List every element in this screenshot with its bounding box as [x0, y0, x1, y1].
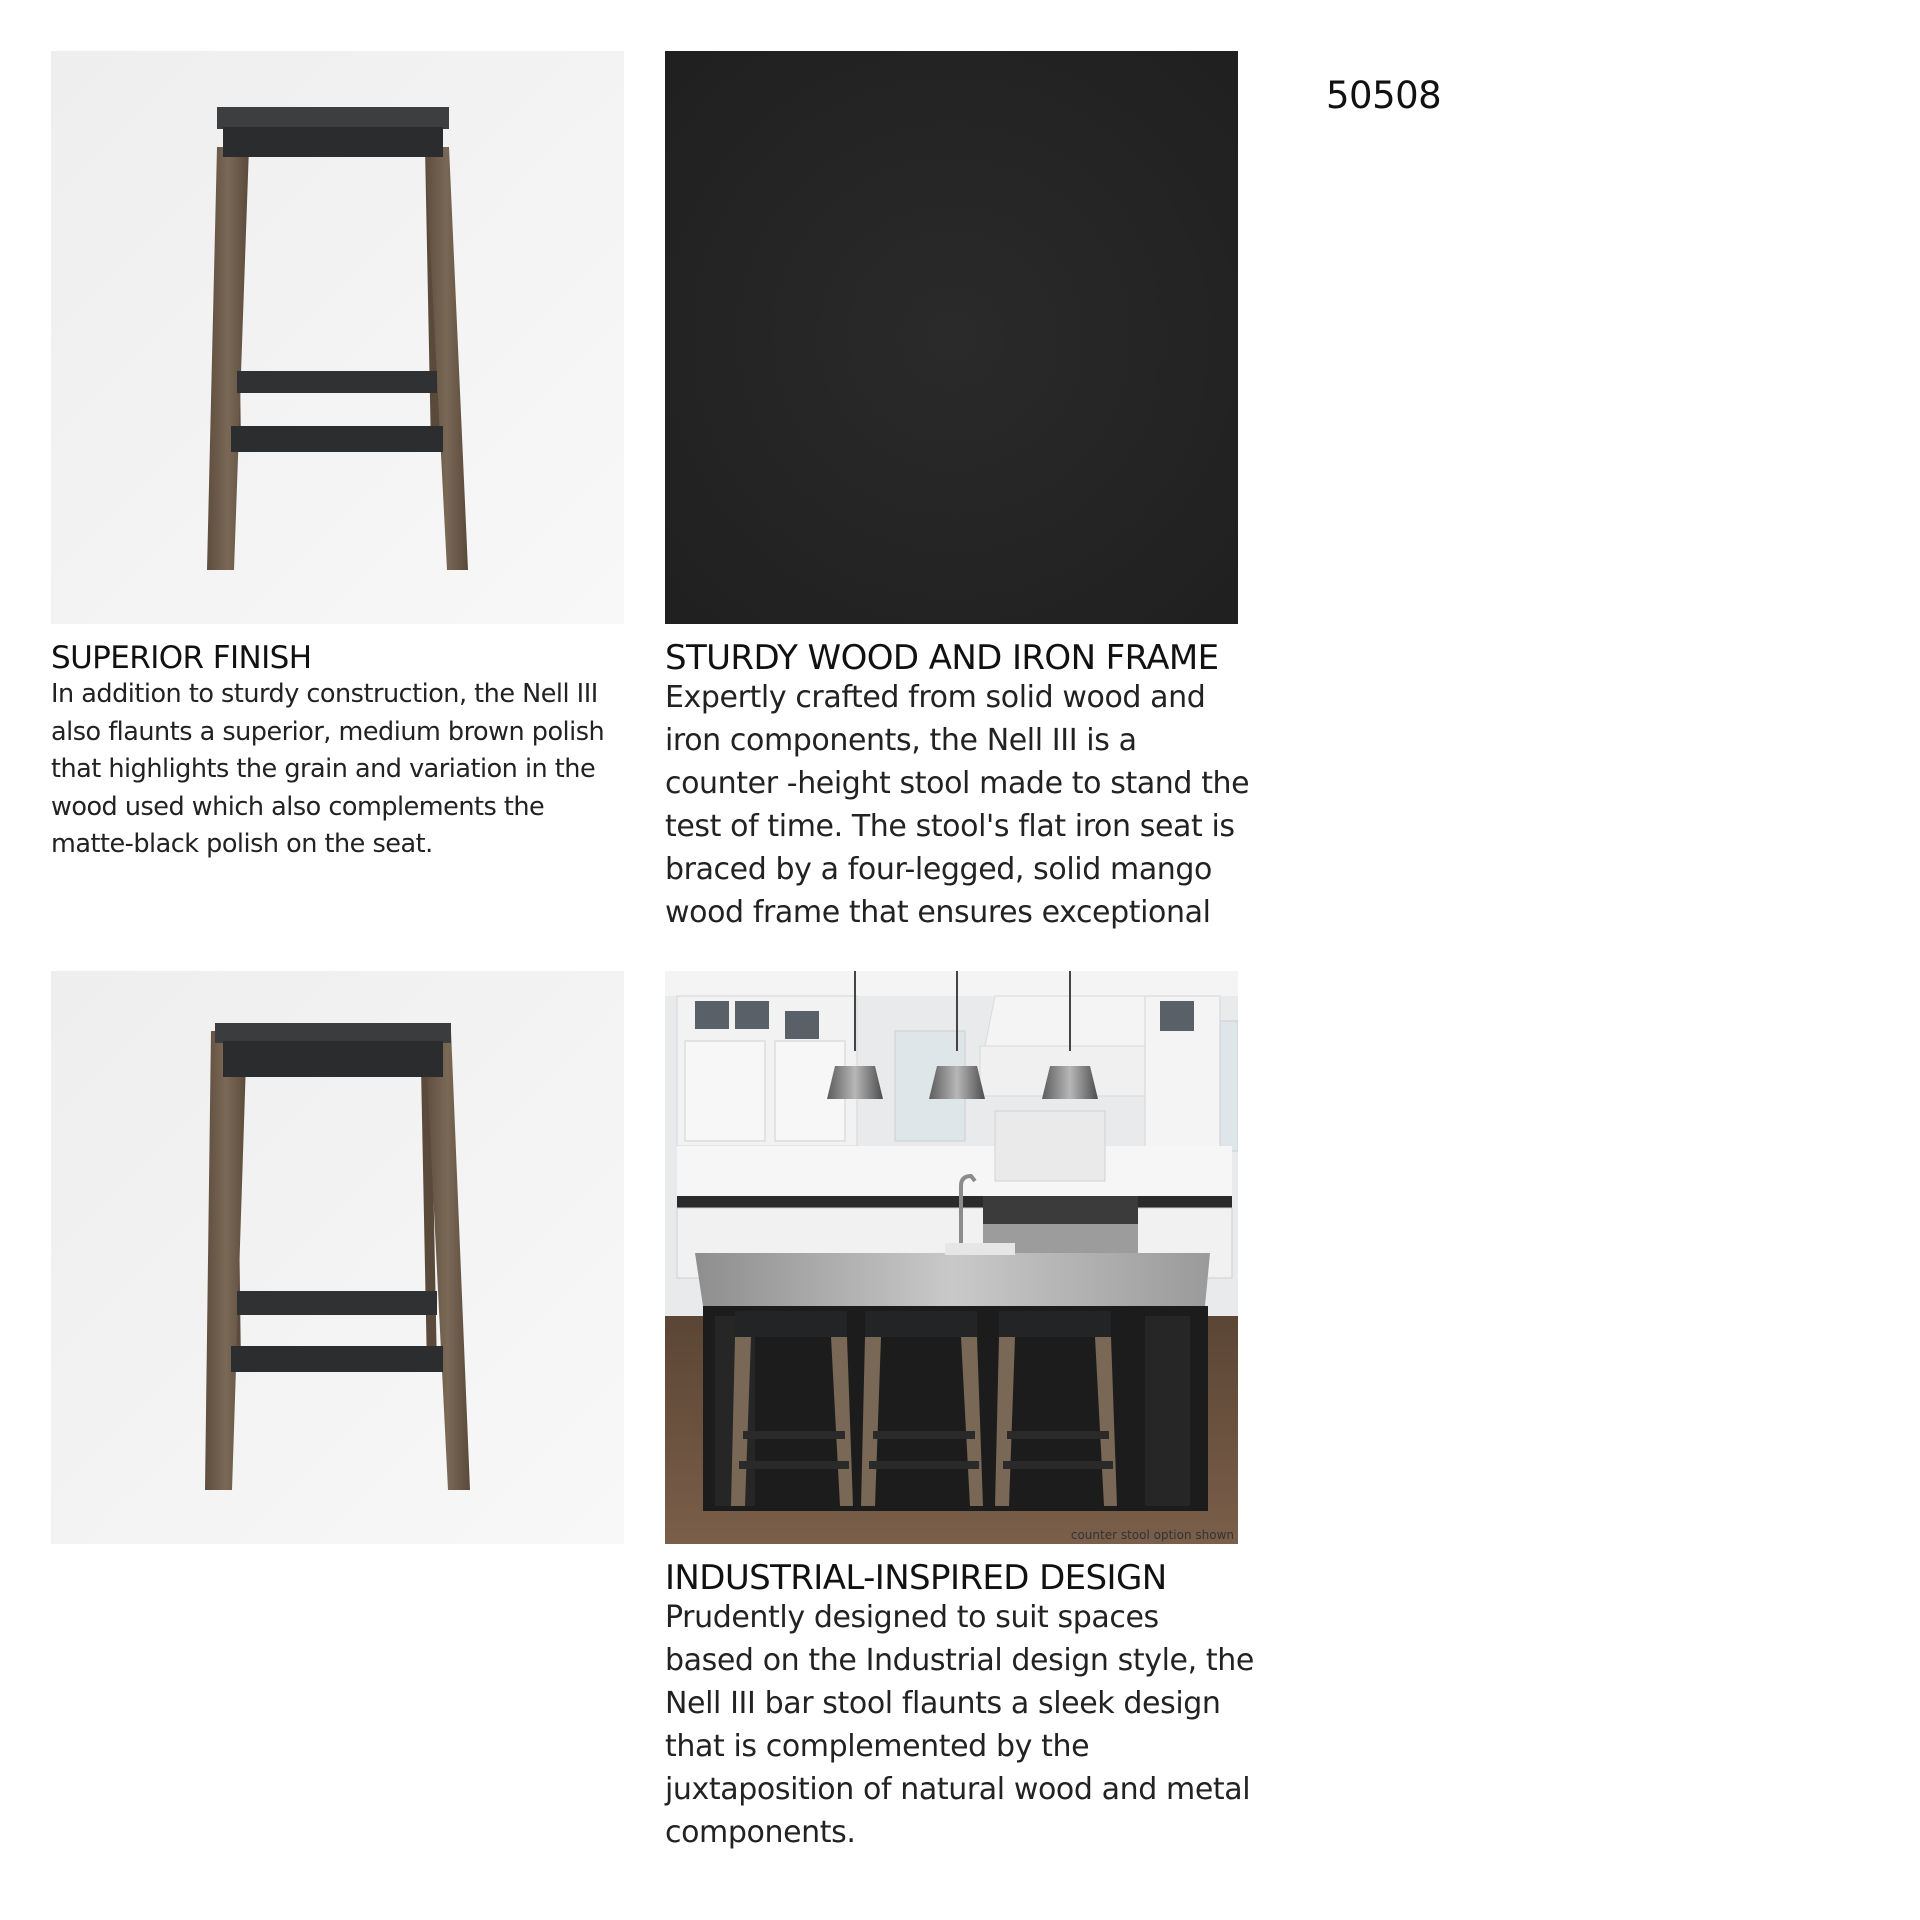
feature-body-sturdy-frame: Expertly crafted from solid wood and iron components, the Nell III is a counter -height stool made to stand the test of time. The stool's flat iron seat is braced by a four-legged, solid mango wood frame that ensures exceptional [665, 680, 1250, 930]
feature-title-industrial-design: INDUSTRIAL-INSPIRED DESIGN [665, 1558, 1167, 1598]
feature-title-sturdy-frame: STURDY WOOD AND IRON FRAME [665, 638, 1219, 678]
feature-body-superior-finish: In addition to sturdy construction, the Nell III also flaunts a superior, medium brown polish that highlights the grain and variation in the wood used which also complements the matte-black polish on the seat. [51, 679, 605, 859]
kitchen-lifestyle-image [665, 971, 1238, 1544]
seat-finish-swatch [665, 51, 1238, 624]
stool-product-image-alt [51, 971, 624, 1544]
feature-body-industrial-design: Prudently designed to suit spaces based on the Industrial design style, the Nell III bar stool flaunts a sleek design that is complemented by the juxtaposition of natural wood and metal components. [665, 1600, 1254, 1850]
stool-product-image [51, 51, 624, 624]
feature-title-superior-finish: SUPERIOR FINISH [51, 640, 312, 676]
image-caption: counter stool option shown [1070, 1528, 1234, 1542]
product-sku: 50508 [1326, 74, 1442, 117]
